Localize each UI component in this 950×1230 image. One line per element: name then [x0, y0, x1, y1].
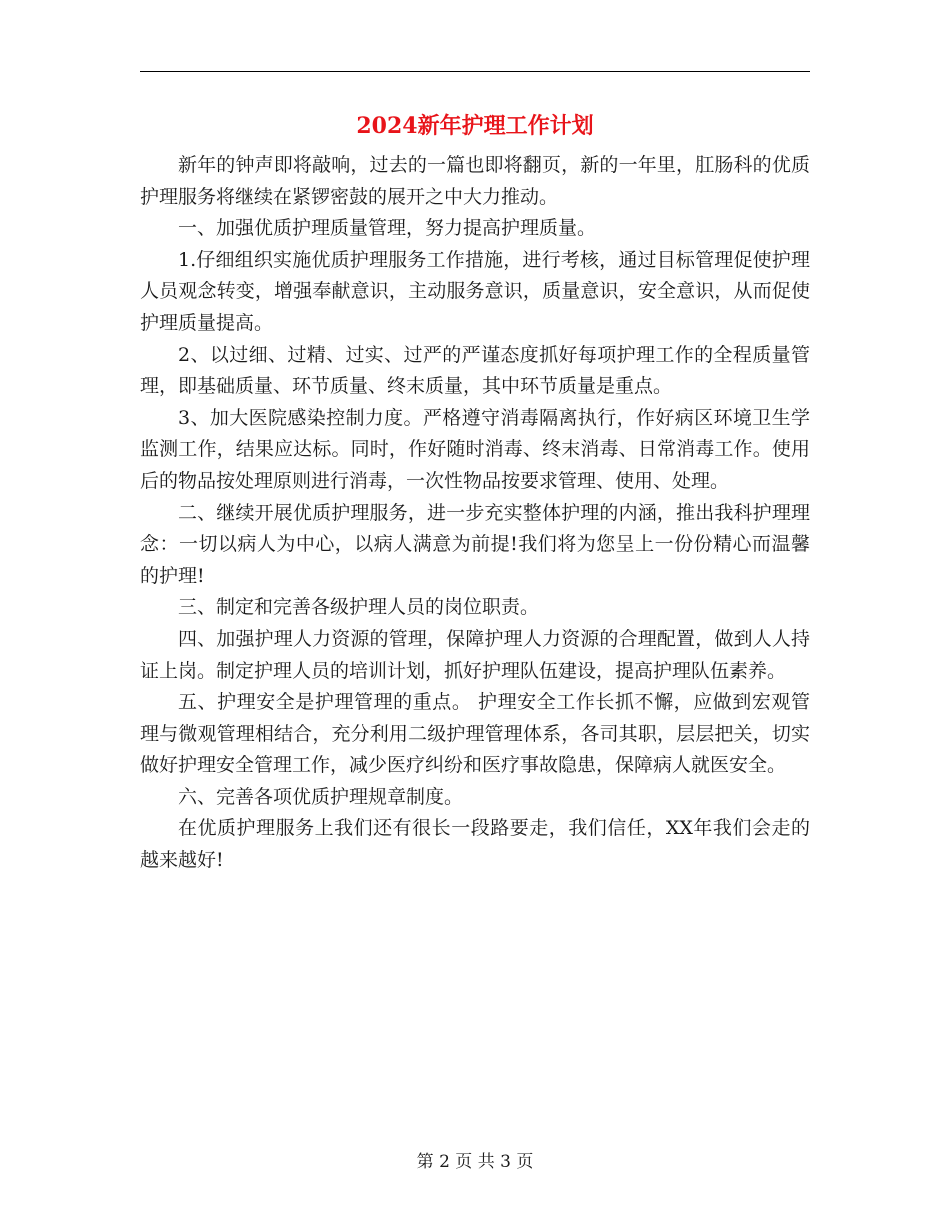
paragraph-section-1: 一、加强优质护理质量管理，努力提高护理质量。 [178, 217, 597, 240]
paragraph-intro: 新年的钟声即将敲响，过去的一篇也即将翻页，新的一年里，肛肠科的优质护理服务将继续在紧锣密鼓的展开之中大力推动。 [140, 154, 810, 208]
page-number: 第 2 页 共 3 页 [416, 1152, 534, 1172]
paragraph-item-3: 3、加大医院感染控制力度。严格遵守消毒隔离执行，作好病区环境卫生学监测工作，结果应达标。同时，作好随时消毒、终末消毒、日常消毒工作。使用后的物品按处理原则进行消毒，一次性物品按要求管理、使用、处理。 [140, 406, 810, 492]
paragraph-section-2: 二、继续开展优质护理服务，进一步充实整体护理的内涵，推出我科护理理念：一切以病人为中心，以病人满意为前提!我们将为您呈上一份份精心而温馨的护理! [140, 501, 810, 587]
document-body [140, 150, 810, 877]
paragraph-item-1: 1.仔细组织实施优质护理服务工作措施，进行考核，通过目标管理促使护理人员观念转变，增强奉献意识，主动服务意识，质量意识，安全意识，从而促使护理质量提高。 [140, 248, 810, 334]
header-rule [140, 71, 810, 72]
paragraph-closing: 在优质护理服务上我们还有很长一段路要走，我们信任，XX年我们会走的越来越好! [140, 817, 810, 872]
paragraph-item-2: 2、以过细、过精、过实、过严的严谨态度抓好每项护理工作的全程质量管理，即基础质量、环节质量、终末质量，其中环节质量是重点。 [140, 343, 810, 398]
document-title: 2024新年护理工作计划 [356, 113, 594, 139]
paragraph-section-6: 六、完善各项优质护理规章制度。 [178, 785, 464, 808]
paragraph-section-5: 五、护理安全是护理管理的重点。 护理安全工作长抓不懈，应做到宏观管理与微观管理相结合，充分利用二级护理管理体系，各司其职，层层把关，切实做好护理安全管理工作，减少医疗纠纷和医疗事故隐患，保障病人就医安全。 [140, 691, 810, 777]
paragraph-section-4: 四、加强护理人力资源的管理，保障护理人力资源的合理配置，做到人人持证上岗。制定护理人员的培训计划，抓好护理队伍建设，提高护理队伍素养。 [140, 627, 810, 682]
paragraph-section-3: 三、制定和完善各级护理人员的岗位职责。 [178, 596, 540, 619]
